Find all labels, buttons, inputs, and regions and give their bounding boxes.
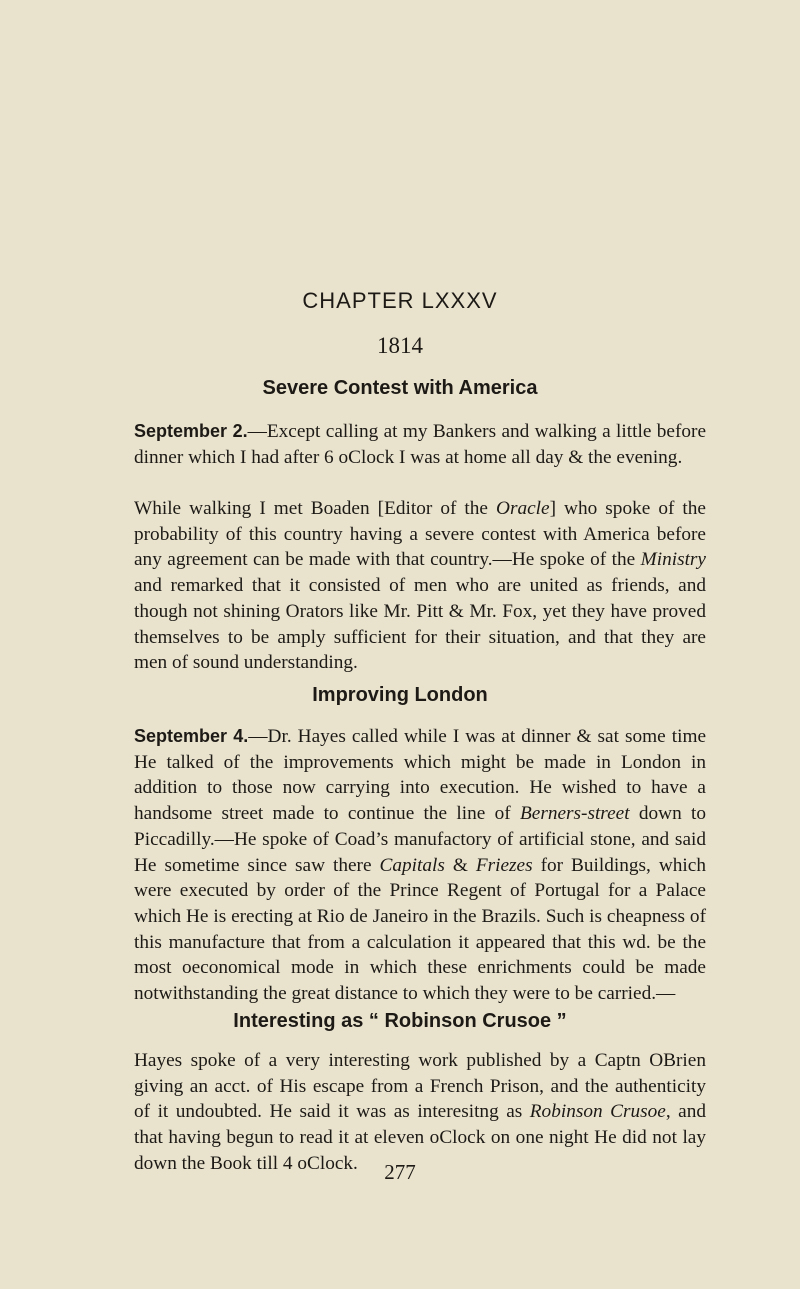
text-run: —Except calling at my Bankers and walking a little before dinner which I had after 6 oClock I was at home all day & the evening.: [134, 421, 706, 468]
entry-date: September 2.: [134, 421, 248, 441]
text-run: ] who spoke of the probability of this country having a severe contest with America before any agreement can be made with that country.—He spoke of the: [134, 498, 706, 571]
text-run: Hayes spoke of a very interesting work published by a Captn OBrien giving an acct. of His escape from a French Prison, and the authenticity of it undoubted. He said it was as interesitng as: [134, 1050, 706, 1123]
entry-date: September 4.: [134, 726, 249, 746]
italic-text: Oracle: [496, 498, 550, 519]
italic-text: Berners-street: [519, 803, 630, 825]
text-run: and remarked that it consisted of men who are united as friends, and though not shining Orators like Mr. Pitt & Mr. Fox, yet they have proved themselves to be amply sufficient for their situation, and that they are men of sound understanding.: [134, 575, 706, 674]
italic-text: Capitals: [379, 854, 445, 876]
italic-text: Robinson Crusoe: [529, 1101, 666, 1123]
paragraph: [134, 496, 706, 676]
chapter-title: CHAPTER LXXXV: [302, 288, 498, 313]
chapter-year: 1814: [377, 333, 423, 358]
section-heading: Interesting as “ Robinson Crusoe ”: [233, 1010, 567, 1032]
text-run: , and that having begun to read it at eleven oClock on one night He did not lay down the Book till 4 oClock.: [134, 1101, 707, 1174]
section-heading: Severe Contest with America: [262, 377, 538, 399]
paragraph: [134, 419, 706, 470]
paragraph: [134, 724, 706, 1007]
paragraph: [134, 1048, 706, 1177]
text-run: While walking I met Boaden [Editor of the: [134, 498, 497, 519]
text-run: &: [444, 854, 476, 876]
italic-text: Ministry: [640, 549, 706, 571]
text-run: down to Piccadilly.—He spoke of Coad’s manufactory of artificial stone, and said He sometime since saw there: [134, 803, 707, 876]
page-number: 277: [384, 1160, 416, 1184]
text-run: —Dr. Hayes called while I was at dinner & sat some time He talked of the improvements which might be made in London in addition to those now carrying into execution. He wished to have a handsome street made to continue the line of: [134, 726, 707, 825]
text-run: for Buildings, which were executed by order of the Prince Regent of Portugal for a Palace which He is erecting at Rio de Janeiro in the Brazils. Such is cheapness of this manufacture that from a calculation it appeared that this wd. be the most oeconomical mode in which these enrichments could be made notwithstanding the great distance to which they were to be carried.—: [134, 854, 706, 1005]
section-heading: Improving London: [312, 684, 488, 706]
italic-text: Friezes: [475, 854, 533, 876]
